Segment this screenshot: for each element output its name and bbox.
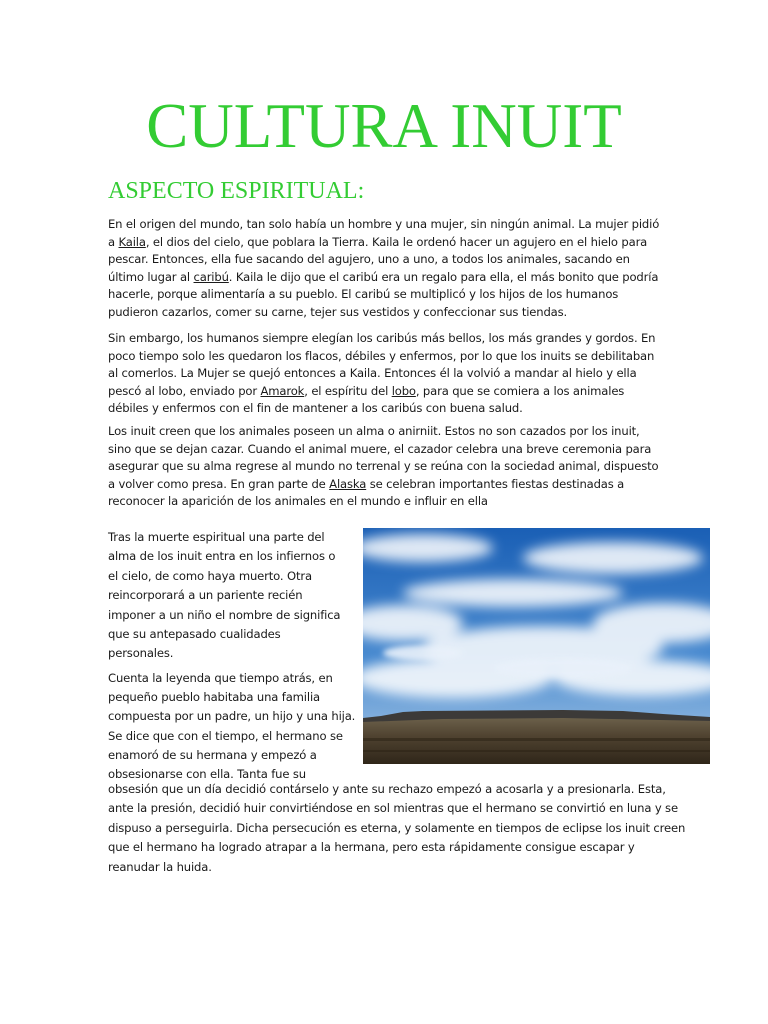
link-kaila[interactable]: Kaila [118, 234, 146, 249]
p2-text-2: , el espíritu del [304, 383, 392, 398]
p3-text-1: Los inuit creen que los animales poseen un alma o anirniit. Estos no son cazados por los inuit, sino que se dejan cazar. Cuando el animal muere, el cazador celebra una breve ceremonia para asegurar que su alma regrese al mundo no terrenal y se reúna con la sociedad animal, dispuesto a volver como presa. En gran parte de [108, 424, 659, 491]
paragraph-wolf [108, 330, 664, 418]
link-caribu[interactable]: caribú [193, 269, 229, 284]
link-amarok[interactable]: Amarok [260, 383, 305, 398]
paragraph-legend: Cuenta la leyenda que tiempo atrás, en pequeño pueblo habitaba una familia compuesta por un padre, un hijo y una hija. Se dice que con el tiempo, el hermano se enamoró de su hermana y empezó a obsesionarse con ella. Tanta fue su [108, 671, 356, 782]
tundra-landscape-icon [363, 528, 710, 764]
paragraph-legend-continued: obsesión que un día decidió contárselo y ante su rechazo empezó a acosarla y a presionarla. Esta, ante la presión, decidió huir convirtiéndose en sol mientras que el hermano se convirtió en luna y se dispuso a perseguirla. Dicha persecución es eterna, y solamente en tiempos de eclipse los inuit creen que el hermano ha logrado atrapar a la hermana, pero esta rápidamente consigue escapar y reanudar la huida. [108, 782, 686, 874]
paragraph-animal-souls [108, 423, 664, 511]
link-lobo[interactable]: lobo [391, 383, 416, 398]
p1-text-3: . Kaila le dijo que el caribú era un regalo para ella, el más bonito que podría hacerle, porque alimentaría a su pueblo. El caribú se multiplicó y los hijos de los humanos pudieron cazarlos, comer su carne, tejer sus vestidos y confeccionar sus tiendas. [108, 269, 659, 319]
link-alaska[interactable]: Alaska [329, 476, 367, 491]
paragraph-spiritual-death: Tras la muerte espiritual una parte del alma de los inuit entra en los infiernos o el cielo, de como haya muerto. Otra reincorporará a un pariente recién imponer a un niño el nombre de significa que su antepasado cualidades personales. [108, 530, 341, 661]
p1-text-1: En el origen del mundo, tan solo había un hombre y una mujer, sin ningún animal. La mujer pidió a [108, 217, 660, 249]
tundra-landscape-photo [363, 528, 710, 764]
p3-text-2: se celebran importantes fiestas destinadas a reconocer la aparición de los animales en el mundo e influir en ella [108, 476, 625, 509]
document-title: CULTURA INUIT [146, 91, 622, 161]
p2-text-3: , para que se comiera a los animales débiles y enfermos con el fin de mantener a los caribús con buena salud. [108, 383, 625, 416]
p2-text-1: Sin embargo, los humanos siempre elegían los caribús más bellos, los más grandes y gordos. En poco tiempo solo les quedaron los flacos, débiles y enfermos, por lo que los inuits se debilitaban al comerlos. La Mujer se quejó entonces a Kaila. Entonces él la volvió a mandar al hielo y ella pescó al lobo, enviado por [108, 331, 656, 398]
p1-text-2: , el dios del cielo, que poblara la Tierra. Kaila le ordenó hacer un agujero en el hielo para pescar. Entonces, ella fue sacando del agujero, uno a uno, a todos los animales, sacando en último lugar al [108, 234, 648, 284]
paragraph-origin [108, 216, 664, 322]
section-heading: ASPECTO ESPIRITUAL: [108, 178, 365, 204]
